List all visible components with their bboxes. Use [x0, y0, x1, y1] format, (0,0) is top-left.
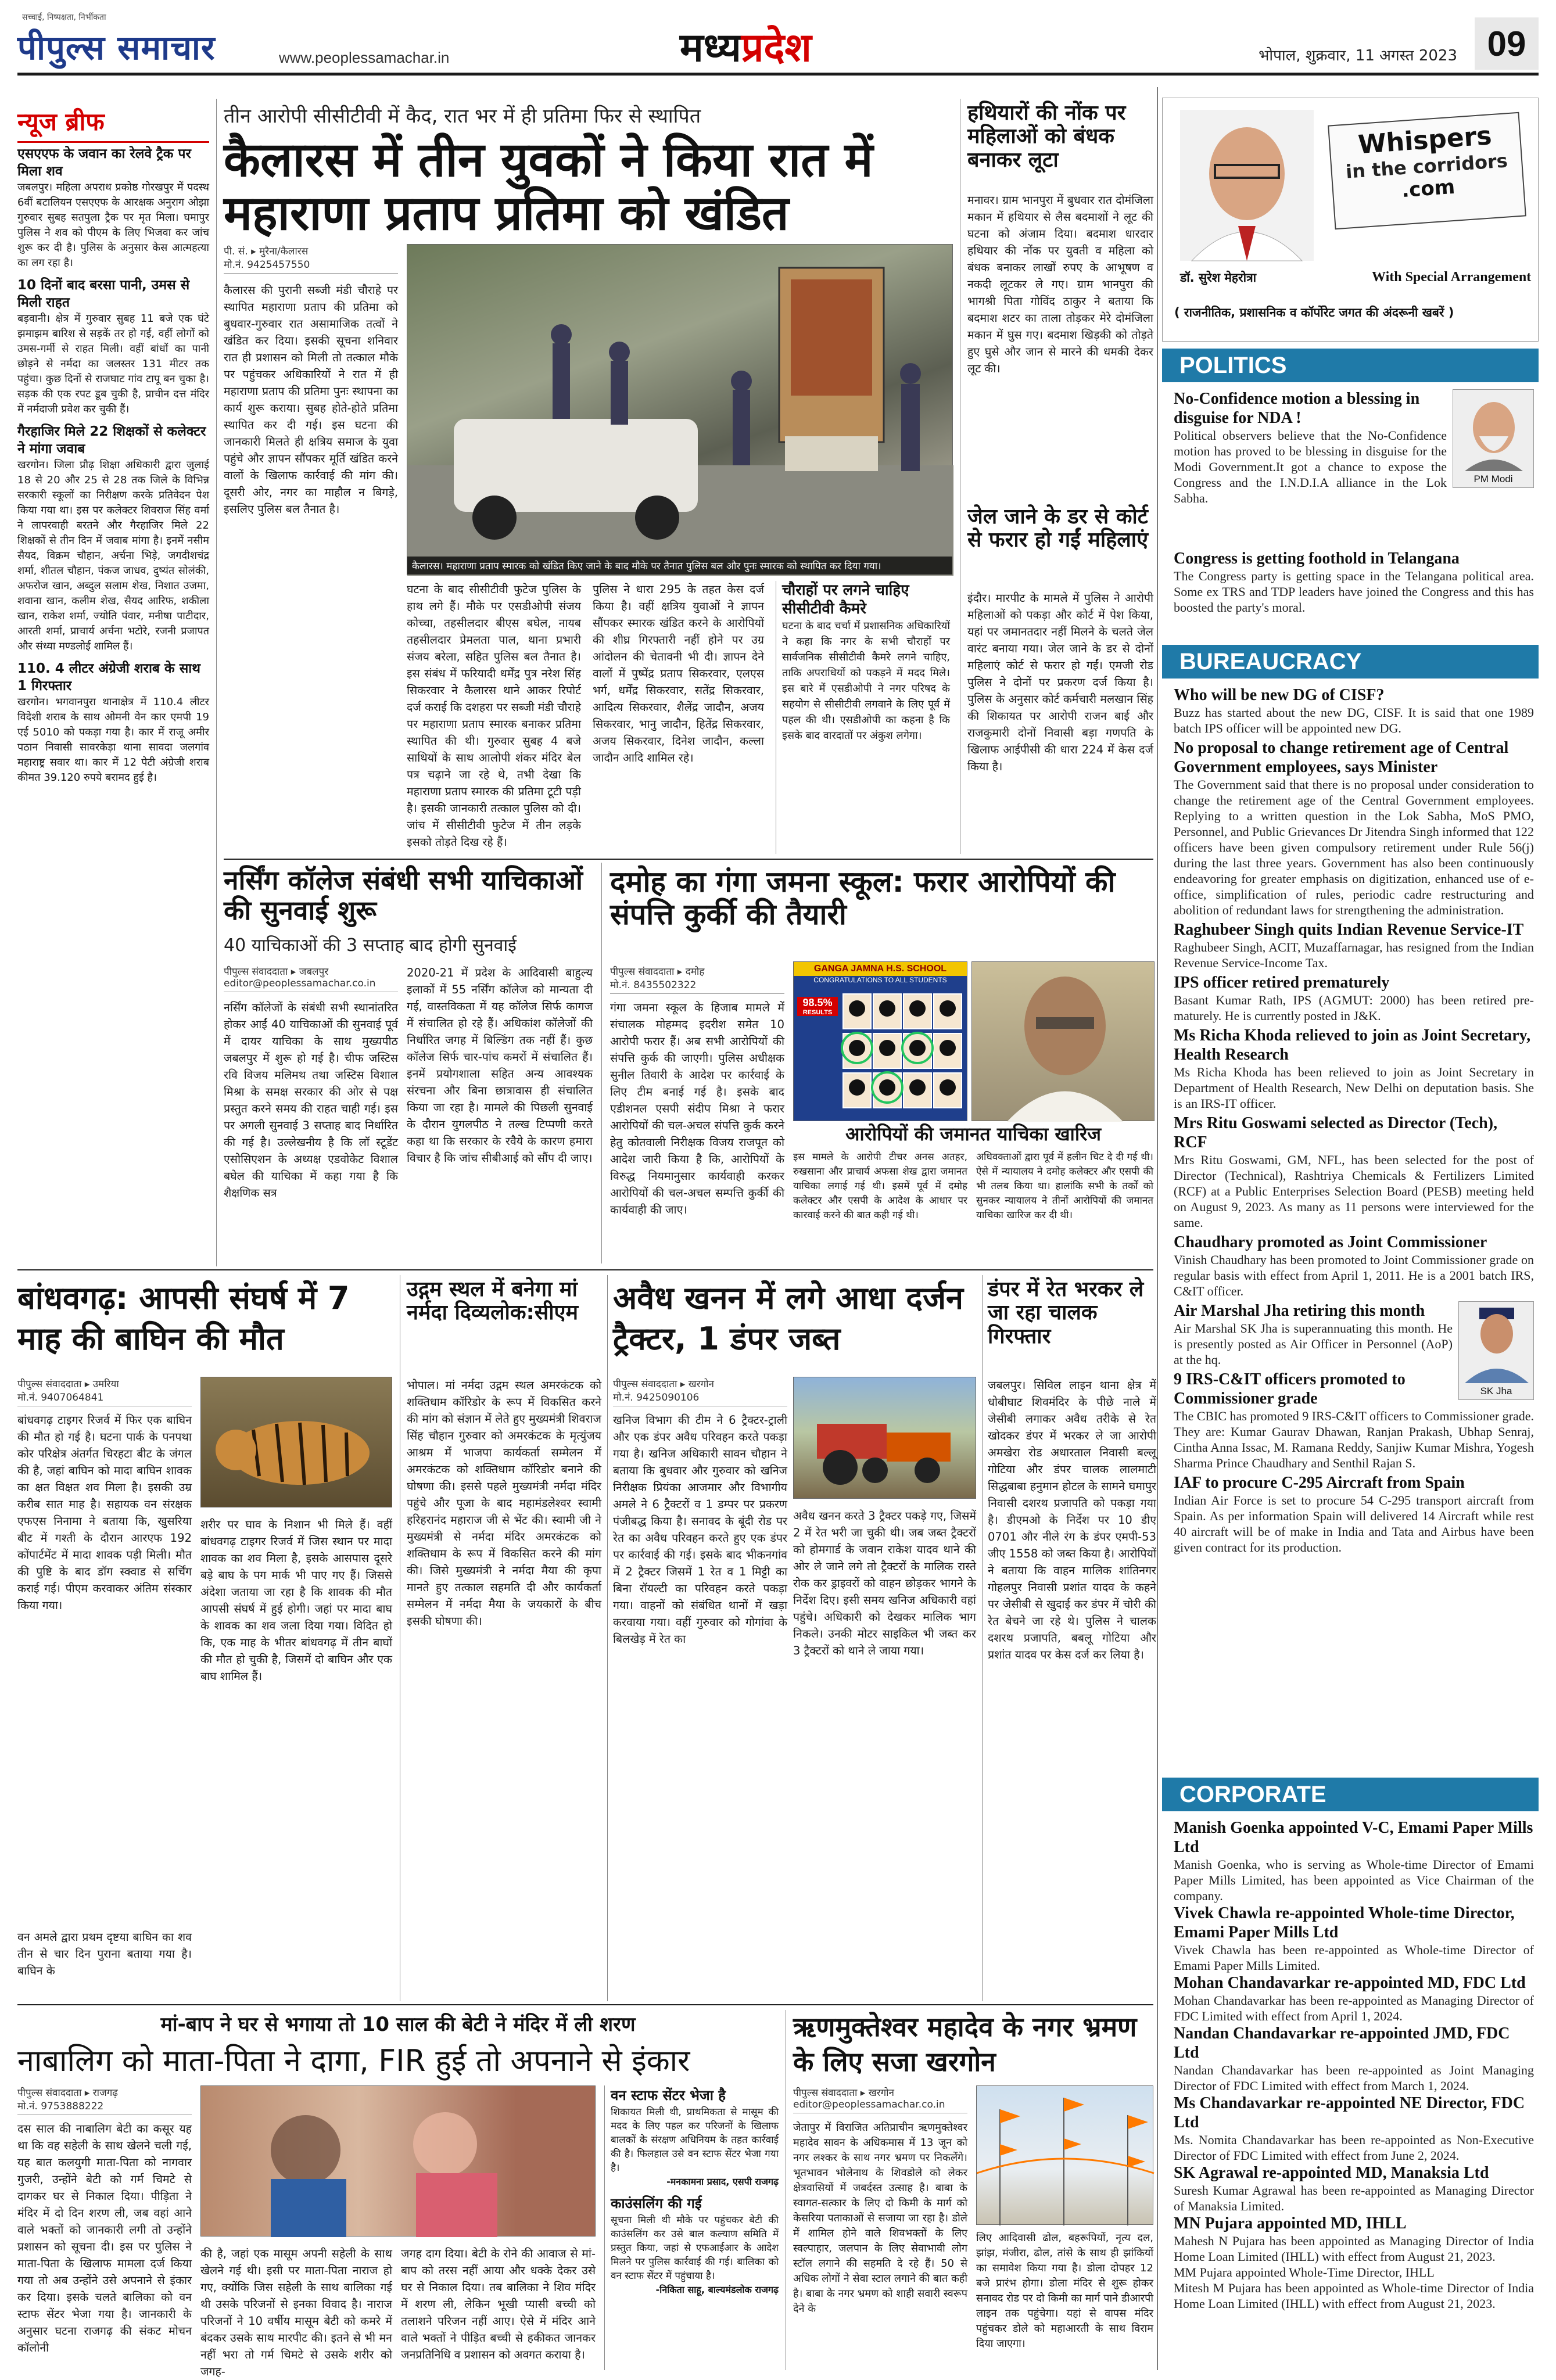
corp-item-4-head: Nandan Chandavarkar re-appointed JMD, FDC Ltd — [1174, 2024, 1510, 2062]
politics-item-2 — [1174, 549, 1534, 615]
corp-item-5-head: Ms Chandavarkar re-appointed NE Director, FDC Ltd — [1174, 2094, 1525, 2131]
khargone-headline: ऋणमुक्तेश्वर महादेव के नगर भ्रमण के लिए सजा खरगोन — [793, 2011, 1137, 2077]
bureau-item-3-head: Raghubeer Singh quits Indian Revenue Service-IT — [1174, 921, 1524, 939]
brief-4-body: खरगोन। भगवानपुरा थानाक्षेत्र में 110.4 लीटर विदेशी शराब के साथ ओमनी वेन कार एमपी 19 एई 5010 को पकड़ा गया है। कार में राजू अमीर पठान निवासी सावरकेड़ा थाना सावदा जलगांव महाराष्ट्र सवार था। कार में 12 पेटी अंग्रेजी शराब कीमत 39.120 रुपये बरामद हुई है। — [17, 696, 209, 784]
corp-item-4-body: Nandan Chandavarkar has been re-appointed as Joint Managing Director of FDC Limited with effect from March 1, 2024. — [1174, 2063, 1534, 2093]
bureau-item-5-body: Ms Richa Khoda has been relieved to join as Joint Secretary in Department of Health Research, New Delhi on deputation basis. She is an IRS-IT officer. — [1174, 1065, 1534, 1111]
bureau-item-8-head: Air Marshal Jha retiring this month — [1174, 1302, 1425, 1320]
nursing-byline-block — [224, 964, 398, 992]
lead-col1: कैलारस की पुरानी सब्जी मंडी चौराहे पर स्थापित महाराणा प्रताप की प्रतिमा को बुधवार-गुरुवार रात असामाजिक तत्वों ने खंडित कर दिया। इसकी सूचना शनिवार रात ही प्रशासन को मिली तो तत्काल मौके पर पहुंचकर अधिकारियों ने रात में ही महाराणा प्रताप की प्रतिमा पुनः स्थापना का कार्य शुरू कराया। सुबह होते-होते प्रतिमा स्थापित कर दी गई। इस घटना की जानकारी मिलते ही क्षत्रिय समाज के युवा पहुंचे और ज्ञापन सौंपकर मूर्ति खंडित करने वालों के खिलाफ कार्रवाई की मांग की। दूसरी ओर, नगर का माहौल न बिगड़े, इसलिए पुलिस बल तैनात है। — [224, 283, 398, 516]
website-url[interactable]: www.peoplessamachar.in — [279, 49, 450, 66]
pm-photo — [1453, 389, 1534, 488]
brief-2-head: 10 दिनों बाद बरसा पानी, उमस से मिली राहत — [17, 278, 190, 310]
column-rule — [601, 863, 602, 1263]
flags-photo — [976, 2085, 1153, 2225]
brief-4-head: 110. 4 लीटर अंग्रेजी शराब के साथ 1 गिरफ्तार — [17, 661, 200, 694]
bandhavgarh-col1b: वन अमले द्वारा प्रथम दृष्टया बाघिन का शव तीन से चार दिन पुराना बताया गया है। बाघिन के — [17, 1930, 192, 1977]
sk-jha-label: SK Jha — [1480, 1385, 1512, 1397]
corp-item-1-head: Manish Goenka appointed V-C, Emami Paper Mills Ltd — [1174, 1819, 1533, 1856]
corporate-list — [1174, 1818, 1534, 2370]
damoh-body: गंगा जमना स्कूल के हिजाब मामले में संचालक मोहम्मद इदरीश समेत 10 आरोपी फरार हैं। अब सभी आरोपियों की संपत्ति कुर्क की जाएगी। पुलिस अधीक्षक सुनील तिवारी के आदेश पर कार्रवाई के लिए टीम बनाई गई है। इसके बाद एडीशनल एसपी संदीप मिश्रा ने फरार आरोपियों की चल-अचल संपत्ति कुर्क करने हेतु कोतवाली निरीक्षक विजय राजपूत को आदेश जारी किया है कि, आरोपियों के विरुद्ध नियमानुसार कार्यवाही करकर आरोपियों की चल-अचल सम्पत्ति कुर्की की कार्यवाही की जाए। — [610, 1001, 784, 1216]
quote1-signature: -मनकामना प्रसाद, एसपी राजगढ़ — [666, 2176, 779, 2187]
jail-body: इंदौर। मारपीट के मामले में पुलिस ने आरोपी महिलाओं को पकड़ा और कोर्ट में पेश किया, यहां पर जमानतदार नहीं मिलने के चलते जेल वारंट बनाया गया। जेल जाने के डर से दोनों महिलाएं कोर्ट से फरार हो गईं। एमजी रोड पुलिस ने दोनों पर प्रकरण दर्ज किया है। पुलिस के अनुसार कोर्ट कर्मचारी मलखान सिंह की शिकायत पर आरोपी राजन बाई और राजकुमारी दोनों निवासी बड़ा गणपति के खिलाफ आईपीसी की धारा 224 में केस दर्ज किया है। — [967, 591, 1153, 773]
corp-item-3-body: Mohan Chandavarkar has been re-appointed as Managing Director of FDC Limited with effect from April 1, 2024. — [1174, 1993, 1534, 2023]
khargone-byline-block — [793, 2085, 967, 2113]
author-photo — [1180, 110, 1314, 261]
poster-title: GANGA JAMNA H.S. SCHOOL — [794, 962, 967, 976]
khanan-byline: पीपुल्स संवाददाता ▸ खरगोन — [613, 1379, 714, 1390]
nabalig-headline: नाबालिग को माता-पिता ने दागा, FIR हुई तो अपनाने से इंकार — [17, 2044, 690, 2079]
bail-headline: आरोपियों की जमानत याचिका खारिज — [845, 1123, 1101, 1145]
damoh-mobile: मो.नं. 8435502322 — [610, 978, 784, 994]
accused-portrait — [972, 962, 1155, 1122]
bail-col1: इस मामले के आरोपी टीचर अनस अतहर, रुखसाना और प्राचार्य अफसा शेख द्वारा जमानत याचिका लगाई गई थी। इसमें पूर्व में दमोह कलेक्टर और एसपी के आदेश के आधार पर कारवाई करने की बात कही गई थी। — [793, 1151, 967, 1221]
column-rule — [216, 99, 217, 1266]
corp-item-9-body: Mitesh M Pujara has been appointed as Whole-time Director of India Home Loan Limited (IHLL) with effect from August 21, 2023. — [1174, 2281, 1534, 2311]
girl-photo-blurred — [201, 2086, 596, 2237]
dateline: भोपाल, शुक्रवार, 11 अगस्त 2023 — [1259, 47, 1457, 64]
bureau-item-6-head: Mrs Ritu Goswami selected as Director (Tech), RCF — [1174, 1114, 1498, 1151]
khanan-byline-block — [613, 1377, 787, 1406]
khargone-col1: जेतापुर में विराजित अतिप्राचीन ऋणमुक्तेश्वर महादेव सावन के अधिकमास में 13 जून को नगर लश्कर के साथ नगर भ्रमण पर निकलेंगे। भूतभावन भोलेनाथ के शिवडोले को लेकर क्षेत्रवासियों में जबर्दस्त उत्साह है। बाबा के स्वागत-सत्कार के लिए दो किमी के मार्ग को केसरिया पताकाओं से सजाया जा रहा है। डोले में शामिल होने वाले शिवभक्तों के लिए स्वल्पाहार, जलपान के लिए सेवाभावी लोग स्टॉल लगाने की सहमति दे रहे हैं। 50 से अधिक लोगों ने सेवा स्टाल लगाने की बात कही है। बाबा के नगर भ्रमण को शाही सवारी स्वरूप देने के — [793, 2121, 967, 2315]
khanan-mobile: मो.नं. 9425090106 — [613, 1390, 787, 1406]
section-rule — [17, 2004, 1153, 2005]
bureau-item-8 — [1174, 1301, 1534, 1408]
bureau-item-2-body: The Government said that there is no proposal under consideration to change the retirement age of the Central Government employees. Replying to a written question in the Lok Sabha, MoS PMO, Personnel, and Public Grievances Dr Jitendra Singh informed that 122 officers have been given compulsory retirement under Rule 56(j) during the last three years. Government has also been continuously endeavoring for greater emphasis on digitization, enhanced use of e-office, simplification of rules, periodic cadre restructuring and abolition of redundant laws for strengthening the administration. — [1174, 777, 1534, 917]
accused-photo — [971, 961, 1155, 1121]
khargone-byline: पीपुल्स संवाददाता ▸ खरगोन — [793, 2087, 894, 2099]
nabalig-quotes — [604, 2085, 779, 2370]
nursing-col2: 2020-21 में प्रदेश के आदिवासी बाहुल्य इलाकों में 55 नर्सिंग कॉलेज को मान्यता दी गई, वास्तविकता में यह कॉलेज सिर्फ कागज में संचालित हो रहे हैं। अधिकांश कॉलेजों की निर्धारित जगह में बिल्डिंग तक नहीं हैं। कुछ कॉलेज सिर्फ चार-पांच कमरों में संचालित हैं। इनमें प्रयोगशाला सहित अन्य आवश्यक संरचना और बिना छात्रावास ही संचालित किया जा रहा है। मामले की पिछली सुनवाई के दौरान युगलपीठ ने तल्ख टिप्पणी करते कहा था कि सरकार के रवैये के कारण हमारा विचार है कि जांच सीबीआई को सौंप दी जाए। — [407, 966, 593, 1165]
bureau-item-10-head: IAF to procure C-295 Aircraft from Spain — [1174, 1474, 1465, 1492]
corp-item-5-body: Ms. Nomita Chandavarkar has been re-appointed as Non-Executive Director of FDC Limited with effect from June 2, 2024. — [1174, 2133, 1534, 2163]
newspaper-logo: पीपुल्स समाचार — [17, 28, 216, 67]
quote2-body: सूचना मिली थी मौके पर पहुंचकर बेटी की काउंसलिंग कर उसे बाल कल्याण समिति में प्रस्तुत किया, जहां से एफआईआर के आदेश मिलने पर पुलिस कार्रवाई की गई। बालिका को वन स्टाफ सेंटर में पहुंचाया है। — [611, 2214, 779, 2282]
corp-item-8-body: MM Pujara appointed Whole-Time Director, IHLL — [1174, 2265, 1435, 2280]
lead-byline: पी. सं. ▸ मुरैना/कैलारस — [224, 246, 309, 257]
nabalig-kicker: मां-बाप ने घर से भगाया तो 10 साल की बेटी ने मंदिर में ली शरण — [160, 2013, 636, 2036]
brief-1-head: एसएएफ के जवान का रेलवे ट्रैक पर मिला शव — [17, 146, 191, 179]
bureau-item-9-head: 9 IRS-C&IT officers promoted to Commissioner grade — [1174, 1370, 1406, 1408]
section-title: मध्यप्रदेश — [680, 25, 812, 71]
bandhavgarh-byline: पीपुल्स संवाददाता ▸ उमरिया — [17, 1379, 119, 1390]
politics-item-2-head: Congress is getting foothold in Telangana — [1174, 550, 1460, 568]
poster-subtitle: CONGRATULATIONS TO ALL STUDENTS — [813, 976, 947, 984]
cctv-box — [776, 581, 950, 854]
bandhavgarh-col2: शरीर पर घाव के निशान भी मिले हैं। वहीं बांधवगढ़ टाइगर रिजर्व में जिस स्थान पर मादा शावक का शव मिला है, इसके आसपास दूसरे बड़े बाघ के पग मार्क भी पाए गए हैं। जिससे अंदेशा जताया जा रहा है कि शावक की मौत आपसी संघर्ष में हुई होगी। जहां पर मादा बाघ के शावक का शव जला दिया गया। विदित हो कि, एक माह के भीतर बांधवगढ़ में तीन बाघों की मौत हो चुकी है, जिसमें दो बाघिन और एक बाघ शामिल हैं। — [200, 1518, 392, 1683]
news-brief-column — [17, 145, 209, 1266]
nursing-subhead: 40 याचिकाओं की 3 सप्ताह बाद होगी सुनवाई — [224, 935, 517, 956]
lead-kicker: तीन आरोपी सीसीटीवी में कैद, रात भर में ही प्रतिमा फिर से स्थापित — [224, 105, 701, 128]
politics-item-1-body: Political observers believe that the No-Confidence motion has proved to be blessing in disguise for the Modi Government.It got a chance to expose the Congress and the I.N.D.I.A alliance in the Lok Sabha. — [1174, 428, 1447, 505]
lead-headline: कैलारस में तीन युवकों ने किया रात में महाराणा प्रताप प्रतिमा को खंडित — [224, 132, 873, 241]
bandhavgarh-byline-block — [17, 1377, 192, 1406]
sk-jha-photo — [1458, 1301, 1534, 1400]
sk-jha-portrait — [1459, 1302, 1535, 1383]
corp-item-3-head: Mohan Chandavarkar re-appointed MD, FDC Ltd — [1174, 1974, 1526, 1992]
bureau-item-1-head: Who will be new DG of CISF? — [1174, 686, 1385, 704]
bandhavgarh-mobile: मो.नं. 9407064841 — [17, 1390, 192, 1406]
tiger-cub-image — [201, 1377, 393, 1508]
khargone-email[interactable]: editor@peoplessamachar.co.in — [793, 2099, 967, 2113]
column-rule — [982, 1275, 983, 2001]
quote1-body: शिकायत मिली थी, प्राथमिकता से मासूम की मदद के लिए पहल कर परिजनों के खिलाफ बालकों के संरक्षण अधिनियम के तहत कार्रवाई की है। फिलहाल उसे वन स्टाफ सेंटर भेजा गया है। — [611, 2106, 779, 2174]
masthead — [17, 12, 1539, 76]
brief-2-body: बड़वानी। क्षेत्र में गुरुवार सुबह 11 बजे एक घंटे झमाझम बारिश से सड़कें तर हो गईं, वहीं लोगों को उमस-गर्मी से राहत मिली। वहीं बांधों का पानी छोड़ने से नर्मदा का जलस्तर 131 मीटर तक पहुंचा। कुछ दिनों से राजघाट गांव टापू बन चुका है। सड़क की एक रपट डूब चुकी है, प्राचीन दत्त मंदिर में नर्मदाजी प्रवेश कर चुकी हैं। — [17, 313, 209, 415]
nursing-email[interactable]: editor@peoplessamachar.co.in — [224, 978, 398, 992]
whispers-box — [1162, 98, 1539, 342]
tractor-photo — [793, 1377, 976, 1499]
nabalig-mobile: मो.नं. 9753888222 — [17, 2099, 192, 2115]
cctv-box-body: घटना के बाद चर्चा में प्रशासनिक अधिकारियों ने कहा कि नगर के सभी चौराहों पर सार्वजनिक सीसीटीवी कैमरे लगने चाहिए, ताकि अपराधियों को पकड़ने में मदद मिले। इस बारे में एसडीओपी ने नगर परिषद के सहयोग से सीसीटीवी लगवाने के लिए पूर्व में पहल की थी। एसडीओपी का कहना है कि इसके बाद वारदातों पर अंकुश लगेगा। — [782, 620, 950, 742]
nabalig-byline-block — [17, 2085, 192, 2115]
bureau-item-3-body: Raghubeer Singh, ACIT, Muzaffarnagar, has resigned from the Indian Revenue Service-Income Tax. — [1174, 940, 1534, 970]
nursing-headline: नर्सिंग कॉलेज संबंधी सभी याचिकाओं की सुनवाई शुरू — [224, 864, 583, 926]
corp-item-7-head: MN Pujara appointed MD, IHLL — [1174, 2214, 1407, 2232]
bureau-item-10-body: Indian Air Force is set to procure 54 C-295 transport aircraft from Spain. As per information Spain will delivered 14 Aircraft while rest 40 aircraft will be of make in India and Tata and Airbus have been given contract for its production. — [1174, 1493, 1534, 1555]
school-poster-photo — [793, 961, 967, 1121]
corp-item-6-body: Suresh Kumar Agrawal has been re-appointed as Managing Director of Manaksia Limited. — [1174, 2183, 1534, 2213]
khanan-photo-caption: अवैध खनन करते 3 ट्रैक्टर पकड़े गए, जिसमें 2 में रेत भरी जा चुकी थी। जब जब्त ट्रैक्टरों को होमगार्ड के जवान राकेश यादव थाने की ओर ले जाने लगे तो ट्रैक्टरों के मालिक रास्ते रोक कर ड्राइवरों को वाहन छोड़कर भागने के निर्देश दिए। इसी समय खनिज अधिकारी वहां पहुंचे। अधिकारी को देखकर मालिक भाग निकले। उनकी मोटर साइकिल भी जब्त कर 3 ट्रैक्टरों को थाने ले जाया गया। — [793, 1509, 976, 1657]
brief-3-body: खरगोन। जिला प्रौढ़ शिक्षा अधिकारी द्वारा जुलाई 18 से 20 और 25 से 28 तक जिले के विभिन्न सरकारी स्कूलों का निरीक्षण करके प्रतिवेदन पेश किया गया था। इस पर कलेक्टर शिवराज सिंह वर्मा ने लापरवाही बरतने और गैरहाजिर मिले 22 शिक्षकों से तीन दिन में जवाब मांगा है। इनमें नसीम सैयद, विक्रम चौहान, अर्चना भिड़े, जगदीशचंद्र शर्मा, शीतल चौहान, पंकज जाधव, दुष्यंत सोलंकी, अफरोज खान, अब्दुल सलाम शेख, निशात उजमा, शवाना खान, कलीम शेख, सैयद आरिफ, शकीला खान, राकेश शर्मा, ज्योति पंवार, मनीषा पाटीदार, आरती शर्मा, प्राचार्य अर्चना भटोरे, रजनी प्रजापत और संध्या मण्डलोई शामिल हैं। — [17, 459, 209, 652]
nabalig-col3: जगह दाग दिया। बेटी के रोने की आवाज से मां-बाप को तरस नहीं आया और धक्के देकर उसे घर से निकाल दिया। तब बालिका ने शिव मंदिर में शरण ली, लेकिन भूखी प्यासी बच्ची को तलाशने परिजन नहीं आए। ऐसे में मंदिर आने वाले भक्तों ने पीड़ित बच्ची से हकीकत जानकर जनप्रतिनिधि व प्रशासन को अवगत कराया है। — [401, 2247, 596, 2361]
politics-item-2-body: The Congress party is getting space in the Telangana political area. Some ex TRS and TDP leaders have joined the Congress and this has boosted the party's moral. — [1174, 569, 1534, 615]
bandhavgarh-col1: बांधवगढ़ टाइगर रिजर्व में फिर एक बाघिन की मौत हो गई है। घटना पार्क के पनपथा कोर परिक्षेत्र अंतर्गत चिरहटा बीट के जंगल की है, जहां बाघिन को मादा बाघिन शावक का क्षत विक्षत शव मिला है। इसकी उम्र करीब सात माह है। सहायक वन संरक्षक एफएस निनामा ने बताया कि, खुसरिया बीट में गश्ती के दौरान आरएफ 192 कोंपार्टमेंट में मादा शावक पड़ी मिली। मौत की पुष्टि के बाद डॉग स्क्वाड से सर्चिंग कराई गई। पीएम करवाकर अंतिम संस्कार किया गया। — [17, 1413, 192, 1612]
quote2-head: काउंसलिंग की गई — [611, 2195, 702, 2212]
lead-col3: पुलिस ने धारा 295 के तहत केस दर्ज किया है। वहीं क्षत्रिय युवाओं ने ज्ञापन सौंपकर स्मारक खंडित करने के आरोपियों की शीघ्र गिरफ्तारी नहीं होने पर उग्र आंदोलन की चेतावनी भी दी। ज्ञापन देने वालों में पुष्पेंद्र प्रताप सिकरवार, एलएस भर्ग, धर्मेंद्र सिकरवार, सतेंद्र सिकरवार, आदित्य सिकरवार, शैलेंद्र जादौन, अजय सिकरवार, भानु जादौन, हितेंद्र सिकरवार, अजय सिकरवार, दिनेश जादौन, कल्ला जादौन आदि शामिल रहे। — [593, 583, 764, 764]
narmada-headline: उद्गम स्थल में बनेगा मां नर्मदा दिव्यलोक:सीएम — [407, 1277, 578, 1325]
khanan-headline: अवैध खनन में लगे आधा दर्जन ट्रैक्टर, 1 डंपर जब्त — [613, 1280, 964, 1358]
brief-3-head: गैरहाजिर मिले 22 शिक्षकों से कलेक्टर ने मांगा जवाब — [17, 424, 206, 457]
brief-1-body: जबलपुर। महिला अपराध प्रकोष्ठ गोरखपुर में पदस्थ 6वीं बटालियन एसएएफ के आरक्षक अनुराग ओझा गुरुवार सुबह सतपुला ट्रैक पर मृत मिला। घमापुर पुलिस ने शव को पीएम के लिए भिजवा कर जांच शुरू कर दी है। पुलिस के अनुसार केस आत्महत्या का लग रहा है। — [17, 181, 209, 269]
bureau-item-5-head: Ms Richa Khoda relieved to join as Joint Secretary, Health Research — [1174, 1026, 1531, 1064]
news-brief-title: न्यूज ब्रीफ — [17, 105, 209, 143]
bureau-item-4-body: Basant Kumar Rath, IPS (AGMUT: 2000) has been retired pre-maturely. He is currently posted in J&K. — [1174, 993, 1534, 1023]
column-rule — [1157, 87, 1158, 2370]
student-photos-grid — [843, 994, 965, 1119]
lead-byline-block — [224, 244, 398, 274]
bail-col2: अधिवक्ताओं द्वारा पूर्व में हलीन चिट दे दी गई थी। ऐसे में न्यायालय ने दमोह कलेक्टर और एसपी की भी तलब किया था। हालांकि सभी के तर्कों को सुनकर न्यायालय ने तीनों आरोपियों की जमानत याचिका खारिज कर दी थी। — [976, 1151, 1153, 1221]
bureau-item-1-body: Buzz has started about the new DG, CISF. It is said that one 1989 batch IPS officer will be appointed new DG. — [1174, 705, 1534, 735]
lead-mobile: मो.नं. 9425457550 — [224, 257, 398, 274]
politics-bar: POLITICS — [1162, 349, 1539, 382]
saffron-flags-image — [977, 2086, 1154, 2225]
narmada-body: भोपाल। मां नर्मदा उद्गम स्थल अमरकंटक को शक्तिधाम कॉरिडोर के रूप में विकसित करने की मांग को संज्ञान में लेते हुए मुख्यमंत्री शिवराज सिंह चौहान गुरुवार को अमरकंटक के मृत्युंजय आश्रम में भाजपा कार्यकर्ता सम्मेलन में अमरकंटक को शक्तिधाम कॉरिडोर बनाने की घोषणा की। इससे पहले मुख्यमंत्री नर्मदा मंदिर पहुंचे और पूजा के बाद महामंडलेश्वर स्वामी हरिहरानंद महाराज जी से भेंट की। स्वामी जी ने मुख्यमंत्री से नर्मदा मंदिर अमरकंटक को शक्तिधाम के रूप में विकसित करने की मांग की। जिसे मुख्यमंत्री ने नर्मदा मैया की कृपा मानते हुए तत्काल सहमति दी और कार्यकर्ता सम्मेलन में नर्मदा मैया के जयकारों के बीच इसकी घोषणा की। — [407, 1379, 601, 1628]
bureau-item-2-head: No proposal to change retirement age of Central Government employees, says Minister — [1174, 739, 1509, 776]
lead-col2: घटना के बाद सीसीटीवी फुटेज पुलिस के हाथ लगे हैं। मौके पर एसडीओपी संजय कोच्चा, तहसीलदार बीएस बघेल, नायब तहसीलदार प्रेमलता पाल, थाना प्रभारी संजय बरेला, सहित पुलिस बल तैनात है। इस संबंध में फरियादी धर्मेंद्र पुत्र नरेश सिंह सिकरवार ने कैलारस थाने आकर रिपोर्ट दर्ज कराई कि दशहरा पर सब्जी मंडी चौराहे पर महाराणा प्रताप स्मारक बनाकर प्रतिमा स्थापित की थी। गुरुवार सुबह 4 बजे साथियों के साथ आलोपी शंकर मंदिर बेल पत्र चढ़ाने जा रहे थे, तभी देखा कि महाराणा प्रताप स्मारक की प्रतिमा टूटी पड़ी है। इसकी जानकारी तत्काल पुलिस को दी। जांच में सीसीटीवी फुटेज में तीन लड़के इसको तोड़ते दिख रहे हैं। — [407, 583, 581, 849]
hathiyar-body: मनावर। ग्राम भानपुरा में बुधवार रात दोमंजिला मकान में हथियार से लैस बदमाशों ने लूट की घटना को अंजाम दिया। बदमाश धारदार हथियार की नोंक पर युवती व महिला को बंधक बनाकर लाखों रुपए के आभूषण व नकदी लूटकर ले गए। ग्राम भानपुरा की भागश्री पिता गोविंद ठाकुर ने बताया कि बदमाश शटर का ताला तोड़कर मेरे दोमंजिला मकान में घुस गए। बदमाश खिड़की को तोड़ते हुए घुसे और जान से मारने की धमकी देकर लूट की। — [967, 193, 1153, 375]
pm-label: PM Modi — [1473, 473, 1513, 484]
corp-item-2-body: Vivek Chawla has been re-appointed as Whole-time Director of Emami Paper Mills Limited. — [1174, 1943, 1534, 1973]
politics-item-1 — [1174, 389, 1447, 506]
quote1-head: वन स्टाफ सेंटर भेजा है — [611, 2087, 726, 2103]
corporate-bar: CORPORATE — [1162, 1778, 1539, 1811]
bureau-item-4-head: IPS officer retired prematurely — [1174, 974, 1390, 992]
pm-portrait — [1453, 390, 1535, 471]
page-number: 09 — [1475, 17, 1539, 70]
poster-result-badge: 98.5% RESULTS — [797, 997, 838, 1016]
bureau-item-8-body: Air Marshal SK Jha is superannuating this month. He is presently posted as Air Officer in Personnel (AoP) at the hq. — [1174, 1321, 1453, 1367]
nursing-byline: पीपुल्स संवाददाता ▸ जबलपुर — [224, 966, 329, 978]
corp-item-1-body: Manish Goenka, who is serving as Whole-time Director of Emami Paper Mills Limited, has been appointed as Vice Chairman of the company. — [1174, 1857, 1534, 1903]
nabalig-col1: दस साल की नाबालिग बेटी का कसूर यह था कि वह सहेली के साथ खेलने चली गई, यह बात कलयुगी माता-पिता को नागवार गुजरी, उन्होंने बेटी को गर्म चिमटे से दागकर घर से निकाल दिया। पीड़िता ने मंदिर में दो दिन शरण ली, जब वहां आने वाले भक्तों को जानकारी लगी तो उन्होंने प्रशासन को सूचना दी। इस पर पुलिस ने माता-पिता के खिलाफ मामला दर्ज किया गया तो अब उन्होंने उसे अपनाने से इंकार कर दिया। इसके चलते बालिका को वन स्टाफ सेंटर भेजा गया है। जानकारी के अनुसार घटना राजगढ़ की संकट मोचन कॉलोनी — [17, 2122, 192, 2354]
politics-item-1-head: No-Confidence motion a blessing in disguise for NDA ! — [1174, 390, 1420, 427]
nursing-col1: नर्सिंग कॉलेजों के संबंधी सभी स्थानांतरित होकर आईं 40 याचिकाओं की सुनवाई पूर्व में दायर याचिका के साथ मुख्यपीठ जबलपुर में शुरू हो गई है। चीफ जस्टिस रवि विजय मलिमथ तथा जस्टिस विशाल मिश्रा के समक्ष सरकार की ओर से पक्ष प्रस्तुत करने समय की राहत चाही गई। इस पर अगली सुनवाई 3 सप्ताह बाद निर्धारित की गई है। उल्लेखनीय है कि लॉ स्टूडेंट एसोसिएशन के अध्यक्ष एडवोकेट विशाल बघेल की याचिका में कहा गया है कि शैक्षणिक सत्र — [224, 1001, 398, 1200]
dumper-headline: डंपर में रेत भरकर ले जा रहा चालक गिरफ्तार — [988, 1277, 1144, 1348]
section-rule — [17, 1269, 1153, 1270]
tiger-photo — [200, 1377, 392, 1507]
hathiyar-headline: हथियारों की नोंक पर महिलाओं को बंधक बनाकर लूटा — [967, 101, 1126, 172]
bureau-item-6-body: Mrs Ritu Goswami, GM, NFL, has been selected for the post of Director (Technical), Rashtriya Chemicals & Fertilizers Limited (RCF) at a Public Enterprises Selection Board (PESB) meeting held on August 9, 2023. As many as 11 persons were interviewed for the same. — [1174, 1153, 1534, 1230]
special-arrangement: With Special Arrangement — [1372, 270, 1532, 285]
bureaucracy-list — [1174, 685, 1534, 1772]
author-name: डॉ. सुरेश मेहरोत्रा — [1180, 271, 1257, 285]
corp-item-6-head: SK Agrawal re-appointed MD, Manaksia Ltd — [1174, 2164, 1489, 2182]
damoh-byline: पीपुल्स संवाददाता ▸ दमोह — [610, 966, 705, 978]
lead-photo — [407, 244, 953, 575]
bandhavgarh-headline: बांधवगढ़: आपसी संघर्ष में 7 माह की बाघिन की मौत — [17, 1280, 350, 1358]
dumper-body: जबलपुर। सिविल लाइन थाना क्षेत्र में धोबीघाट शिवमंदिर के पीछे नाले में जेसीबी लगाकर अवैध तरीके से रेत खोदकर डंपर में भरकर ले जा आरोपी अमखेरा रोड अधारताल निवासी बल्लू गोटिया और डंपर चालक लालमाटी सिद्धबाबा हनुमान होटल के सामने घमापुर निवासी दशरथ प्रजापति को पकड़ा गया है। डीएमओ के निर्देश पर 10 डीए 0701 और नीले रंग के डंपर एमपी-53 जीए 1558 को जब्त किया है। आरोपियों ने बताया कि वाहन मालिक शांतिनगर गोहलपुर निवासी प्रशांत यादव के कहने पर जेसीबी से खुदाई कर डंपर में चोरी की रेत बेचने जा रहे थे। पुलिस ने चालक दशरथ प्रजापति, बबलू गोटिया और प्रशांत यादव पर केस दर्ज कर लिया है। — [988, 1379, 1156, 1661]
corp-item-2-head: Vivek Chawla re-appointed Whole-time Director, Emami Paper Mills Ltd — [1174, 1904, 1515, 1941]
whispers-logo: Whispers in the corridors .com — [1328, 112, 1526, 230]
quote2-signature: -निकिता साहू, बाल्यमंडलोक राजगढ़ — [655, 2284, 779, 2295]
whispers-note: ( राजनीतिक, प्रशासनिक व कॉर्पोरेट जगत की अंदरूनी खबरें ) — [1174, 306, 1454, 320]
section-rule — [224, 859, 1153, 860]
corp-item-7-body: Mahesh N Pujara has been appointed as Managing Director of India Home Loan Limited (IHLL) with effect from August 21, 2023. — [1174, 2234, 1534, 2264]
lead-photo-caption: कैलारस। महाराणा प्रताप स्मारक को खंडित किए जाने के बाद मौके पर तैनात पुलिस बल और पुनः स्मारक को स्थापित कर दिया गया। — [407, 557, 952, 575]
nabalig-col2: की है, जहां एक मासूम अपनी सहेली के साथ खेलने गई थी। इसी पर माता-पिता नाराज हो गए, क्योंकि जिस सहेली के साथ बालिका गई थी उसके परिजनों से इनका विवाद है। नाराज परिजनों ने 10 वर्षीय मासूम बेटी को कमरे में बंदकर उसके साथ मारपीट की। इतने से भी मन नहीं भरा तो गर्म चिमटे से उसके शरीर को जगह- — [200, 2247, 392, 2378]
khargone-col2: लिए आदिवासी ढोल, बहरूपियों, नृत्य दल, झांझ, मंजीरा, ढोल, तांसे के साथ ही झांकियों का समावेश किया गया है। डोला दोपहर 12 बजे प्रारंभ होगा। डोला मंदिर से शुरू होकर सनावद रोड पर दो किमी का मार्ग पाने डीआरपी लाइन तक पहुंचेगा। यहां से वापस मंदिर पहुंचकर डोले को महाआरती के साथ विराम दिया जाएगा। — [976, 2232, 1153, 2350]
cctv-box-head: चौराहों पर लगने चाहिए सीसीटीवी कैमरे — [782, 581, 909, 618]
jail-headline: जेल जाने के डर से कोर्ट से फरार हो गईं महिलाएं — [967, 505, 1148, 552]
bureau-item-7-head: Chaudhary promoted as Joint Commissioner — [1174, 1233, 1487, 1251]
nabalig-byline: पीपुल्स संवाददाता ▸ राजगढ़ — [17, 2087, 118, 2099]
lead-photo-scene — [407, 245, 953, 576]
girl-photo — [200, 2085, 596, 2237]
damoh-byline-block — [610, 964, 784, 994]
bureaucracy-bar: BUREAUCRACY — [1162, 645, 1539, 679]
damoh-headline: दमोह का गंगा जमना स्कूल: फरार आरोपियों की संपत्ति कुर्की की तैयारी — [610, 865, 1116, 931]
brand-tagline: सच्चाई, निष्पक्षता, निर्भीकता — [22, 13, 106, 22]
bureau-item-9-body: The CBIC has promoted 9 IRS-C&IT officers to Commissioner grade. They are: Kumar Gaurav Dhawan, Ranjan Prakash, Ubhap Senraj, Cintha Anna Issac, M. Ramana Reddy, Sanjiw Kumar Mishra, Yogesh Sharma Prince Chaudhary and Senthil Rajan S. — [1174, 1409, 1534, 1470]
khanan-body: खनिज विभाग की टीम ने 6 ट्रैक्टर-ट्राली और एक डंपर अवैध परिवहन करते पकड़ा गया है। खनिज अधिकारी सावन चौहान ने बताया कि बुधवार और गुरुवार को खनिज निरीक्षक प्रियंका आजमार और विभागीय अमले ने 6 ट्रैक्टरों व 1 डम्पर पर प्रकरण पंजीबद्ध किया है। सनावद के बूंदी रोड पर रेत का अवैध परिवहन करते हुए एक डंपर पर कार्रवाई की गई। इसके बाद भीकनगांव में 2 ट्रैक्टर जिसमें 1 रेत व 1 मिट्टी का बिना रॉयल्टी का परिवहन करते पकड़ा गया। वाहनों को संबंधित थानों में खड़ा करवाया गया। वहीं गुरुवार को गोगांवा के बिलखेड़ में रेत का — [613, 1413, 787, 1646]
column-rule — [607, 1275, 608, 2001]
bureau-item-7-body: Vinish Chaudhary has been promoted to Joint Commissioner grade on regular basis with effect from April 1, 2011. He is a 2001 batch IRS, C&IT officer. — [1174, 1252, 1534, 1298]
tractor-image — [794, 1377, 977, 1499]
